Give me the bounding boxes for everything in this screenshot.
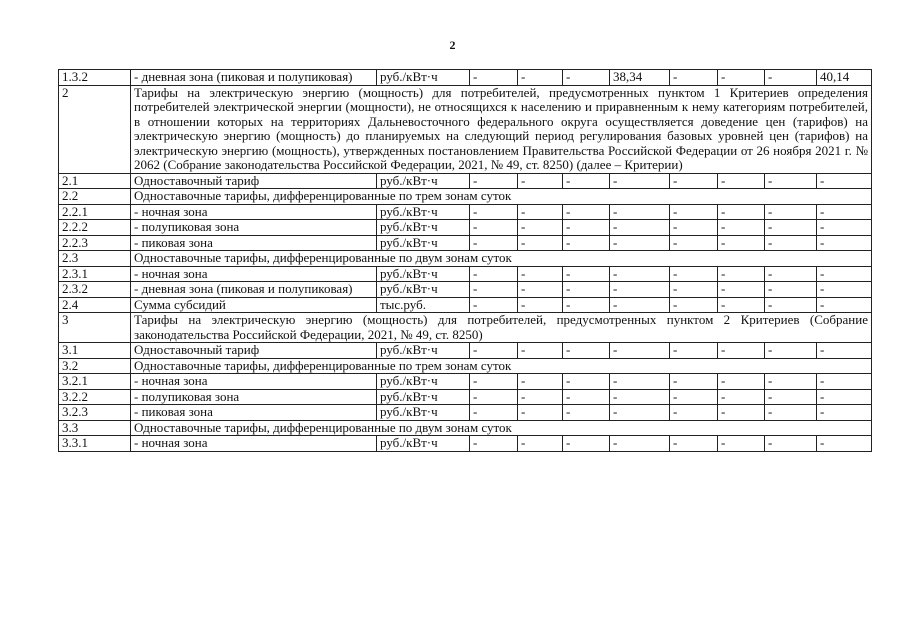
value-cell: - bbox=[610, 389, 670, 405]
value-cell: - bbox=[817, 343, 872, 359]
value-cell: - bbox=[563, 204, 610, 220]
value-cell: - bbox=[518, 204, 563, 220]
value-cell: - bbox=[670, 235, 718, 251]
value-cell: - bbox=[470, 374, 518, 390]
section-row bbox=[59, 358, 872, 374]
section-row bbox=[59, 313, 872, 343]
value-cell: - bbox=[470, 389, 518, 405]
row-label: - ночная зона bbox=[131, 204, 377, 220]
row-label: Одноставочный тариф bbox=[131, 173, 377, 189]
value-cell: - bbox=[670, 343, 718, 359]
value-cell: - bbox=[670, 173, 718, 189]
row-unit: руб./кВт·ч bbox=[377, 220, 470, 236]
value-cell: - bbox=[610, 173, 670, 189]
row-number: 3.2.1 bbox=[59, 374, 131, 390]
value-cell: - bbox=[718, 220, 765, 236]
value-cell: - bbox=[718, 436, 765, 452]
row-number: 3.3.1 bbox=[59, 436, 131, 452]
section-text: Одноставочные тарифы, дифференцированные по двум зонам суток bbox=[131, 420, 872, 436]
row-number: 3.1 bbox=[59, 343, 131, 359]
value-cell: - bbox=[470, 343, 518, 359]
value-cell: - bbox=[518, 220, 563, 236]
value-cell: - bbox=[610, 266, 670, 282]
value-cell: - bbox=[518, 266, 563, 282]
value-cell: - bbox=[817, 220, 872, 236]
value-cell: - bbox=[610, 282, 670, 298]
value-cell: - bbox=[765, 343, 817, 359]
value-cell: 40,14 bbox=[817, 70, 872, 86]
row-number: 3 bbox=[59, 313, 131, 343]
row-unit: руб./кВт·ч bbox=[377, 343, 470, 359]
value-cell: - bbox=[718, 405, 765, 421]
value-cell: - bbox=[765, 374, 817, 390]
row-unit: руб./кВт·ч bbox=[377, 374, 470, 390]
value-cell: - bbox=[817, 173, 872, 189]
value-cell: - bbox=[518, 173, 563, 189]
section-text: Одноставочные тарифы, дифференцированные по трем зонам суток bbox=[131, 358, 872, 374]
value-cell: - bbox=[670, 374, 718, 390]
value-cell: - bbox=[670, 204, 718, 220]
row-number: 3.2.3 bbox=[59, 405, 131, 421]
value-cell: - bbox=[563, 389, 610, 405]
value-cell: - bbox=[817, 282, 872, 298]
table-row bbox=[59, 220, 872, 236]
value-cell: - bbox=[470, 204, 518, 220]
value-cell: - bbox=[610, 220, 670, 236]
value-cell: - bbox=[563, 220, 610, 236]
row-label: Сумма субсидий bbox=[131, 297, 377, 313]
table-row bbox=[59, 389, 872, 405]
value-cell: - bbox=[518, 70, 563, 86]
section-row bbox=[59, 420, 872, 436]
value-cell: - bbox=[765, 204, 817, 220]
value-cell: - bbox=[563, 70, 610, 86]
row-label: - пиковая зона bbox=[131, 235, 377, 251]
value-cell: - bbox=[470, 235, 518, 251]
value-cell: - bbox=[610, 204, 670, 220]
value-cell: - bbox=[563, 297, 610, 313]
row-number: 2.4 bbox=[59, 297, 131, 313]
row-number: 2 bbox=[59, 85, 131, 173]
value-cell: - bbox=[563, 282, 610, 298]
value-cell: - bbox=[563, 436, 610, 452]
section-row bbox=[59, 85, 872, 173]
value-cell: - bbox=[765, 220, 817, 236]
row-number: 2.1 bbox=[59, 173, 131, 189]
value-cell: - bbox=[563, 343, 610, 359]
value-cell: - bbox=[470, 405, 518, 421]
value-cell: - bbox=[670, 266, 718, 282]
row-number: 2.3 bbox=[59, 251, 131, 267]
value-cell: - bbox=[765, 266, 817, 282]
value-cell: - bbox=[610, 374, 670, 390]
table-row bbox=[59, 282, 872, 298]
row-number: 1.3.2 bbox=[59, 70, 131, 86]
row-unit: руб./кВт·ч bbox=[377, 70, 470, 86]
table-row bbox=[59, 70, 872, 86]
value-cell: - bbox=[718, 70, 765, 86]
value-cell: - bbox=[470, 282, 518, 298]
value-cell: - bbox=[518, 405, 563, 421]
value-cell: - bbox=[670, 282, 718, 298]
row-label: - пиковая зона bbox=[131, 405, 377, 421]
value-cell: - bbox=[670, 405, 718, 421]
table-row bbox=[59, 235, 872, 251]
section-text: Одноставочные тарифы, дифференцированные по двум зонам суток bbox=[131, 251, 872, 267]
row-number: 2.3.1 bbox=[59, 266, 131, 282]
value-cell: - bbox=[518, 374, 563, 390]
value-cell: - bbox=[518, 436, 563, 452]
table-row bbox=[59, 436, 872, 452]
value-cell: - bbox=[765, 436, 817, 452]
value-cell: - bbox=[817, 405, 872, 421]
value-cell: - bbox=[817, 297, 872, 313]
row-number: 3.3 bbox=[59, 420, 131, 436]
row-label: - ночная зона bbox=[131, 436, 377, 452]
value-cell: - bbox=[610, 405, 670, 421]
table-row bbox=[59, 204, 872, 220]
value-cell: - bbox=[563, 235, 610, 251]
value-cell: - bbox=[718, 297, 765, 313]
value-cell: - bbox=[718, 374, 765, 390]
value-cell: - bbox=[563, 405, 610, 421]
row-label: - ночная зона bbox=[131, 374, 377, 390]
row-unit: руб./кВт·ч bbox=[377, 235, 470, 251]
value-cell: - bbox=[670, 297, 718, 313]
value-cell: - bbox=[817, 389, 872, 405]
row-unit: руб./кВт·ч bbox=[377, 436, 470, 452]
value-cell: - bbox=[470, 220, 518, 236]
value-cell: - bbox=[817, 204, 872, 220]
table-row bbox=[59, 297, 872, 313]
value-cell: - bbox=[765, 70, 817, 86]
value-cell: - bbox=[765, 297, 817, 313]
value-cell: - bbox=[470, 173, 518, 189]
row-number: 2.2.1 bbox=[59, 204, 131, 220]
value-cell: - bbox=[670, 389, 718, 405]
value-cell: - bbox=[718, 266, 765, 282]
value-cell: - bbox=[817, 374, 872, 390]
row-number: 3.2 bbox=[59, 358, 131, 374]
value-cell: 38,34 bbox=[610, 70, 670, 86]
row-label: - дневная зона (пиковая и полупиковая) bbox=[131, 70, 377, 86]
value-cell: - bbox=[670, 70, 718, 86]
value-cell: - bbox=[518, 235, 563, 251]
row-number: 2.3.2 bbox=[59, 282, 131, 298]
value-cell: - bbox=[718, 282, 765, 298]
tariff-table bbox=[58, 69, 872, 452]
value-cell: - bbox=[718, 173, 765, 189]
value-cell: - bbox=[765, 235, 817, 251]
value-cell: - bbox=[817, 266, 872, 282]
section-row bbox=[59, 251, 872, 267]
value-cell: - bbox=[817, 235, 872, 251]
value-cell: - bbox=[670, 436, 718, 452]
value-cell: - bbox=[610, 297, 670, 313]
value-cell: - bbox=[610, 343, 670, 359]
value-cell: - bbox=[718, 204, 765, 220]
row-unit: руб./кВт·ч bbox=[377, 405, 470, 421]
value-cell: - bbox=[670, 220, 718, 236]
page-number: 2 bbox=[449, 38, 456, 52]
row-label: - дневная зона (пиковая и полупиковая) bbox=[131, 282, 377, 298]
value-cell: - bbox=[518, 389, 563, 405]
value-cell: - bbox=[610, 436, 670, 452]
value-cell: - bbox=[470, 436, 518, 452]
row-number: 2.2.3 bbox=[59, 235, 131, 251]
row-unit: руб./кВт·ч bbox=[377, 204, 470, 220]
value-cell: - bbox=[765, 389, 817, 405]
row-unit: тыс.руб. bbox=[377, 297, 470, 313]
value-cell: - bbox=[817, 436, 872, 452]
row-unit: руб./кВт·ч bbox=[377, 173, 470, 189]
value-cell: - bbox=[765, 282, 817, 298]
value-cell: - bbox=[563, 266, 610, 282]
row-label: - ночная зона bbox=[131, 266, 377, 282]
value-cell: - bbox=[718, 389, 765, 405]
row-number: 2.2 bbox=[59, 189, 131, 205]
row-unit: руб./кВт·ч bbox=[377, 266, 470, 282]
value-cell: - bbox=[563, 374, 610, 390]
value-cell: - bbox=[470, 70, 518, 86]
row-unit: руб./кВт·ч bbox=[377, 282, 470, 298]
value-cell: - bbox=[470, 266, 518, 282]
value-cell: - bbox=[563, 173, 610, 189]
row-number: 3.2.2 bbox=[59, 389, 131, 405]
row-label: - полупиковая зона bbox=[131, 220, 377, 236]
value-cell: - bbox=[610, 235, 670, 251]
value-cell: - bbox=[518, 343, 563, 359]
table-row bbox=[59, 266, 872, 282]
value-cell: - bbox=[765, 405, 817, 421]
section-text: Одноставочные тарифы, дифференцированные по трем зонам суток bbox=[131, 189, 872, 205]
row-number: 2.2.2 bbox=[59, 220, 131, 236]
value-cell: - bbox=[518, 297, 563, 313]
value-cell: - bbox=[470, 297, 518, 313]
table-row bbox=[59, 343, 872, 359]
section-text: Тарифы на электрическую энергию (мощность) для потребителей, предусмотренных пунктом 1 Критериев определения потребителей электрической энергии (мощности), не относящихся к населению и приравненным к нему категориям потребителей, в отношении которых на территориях Дальневосточного федерального округа осуществляется доведение цен (тарифов) на электрическую энергию (мощность) до планируемых на следующий период регулирования базовых уровней цен (тарифов) на электрическую энергию (мощность), утвержденных постановлением Правительства Российской Федерации от 26 ноября 2021 г. № 2062 (Собрание законодательства Российской Федерации, 2021, № 49, ст. 8250) (далее – Критерии) bbox=[131, 85, 872, 173]
row-unit: руб./кВт·ч bbox=[377, 389, 470, 405]
value-cell: - bbox=[518, 282, 563, 298]
value-cell: - bbox=[765, 173, 817, 189]
section-row bbox=[59, 189, 872, 205]
row-label: Одноставочный тариф bbox=[131, 343, 377, 359]
table-row bbox=[59, 374, 872, 390]
table-row bbox=[59, 405, 872, 421]
value-cell: - bbox=[718, 235, 765, 251]
table-row bbox=[59, 173, 872, 189]
section-text: Тарифы на электрическую энергию (мощность) для потребителей, предусмотренных пунктом 2 Критериев (Собрание законодательства Российской Федерации, 2021, № 49, ст. 8250) bbox=[131, 313, 872, 343]
value-cell: - bbox=[718, 343, 765, 359]
row-label: - полупиковая зона bbox=[131, 389, 377, 405]
